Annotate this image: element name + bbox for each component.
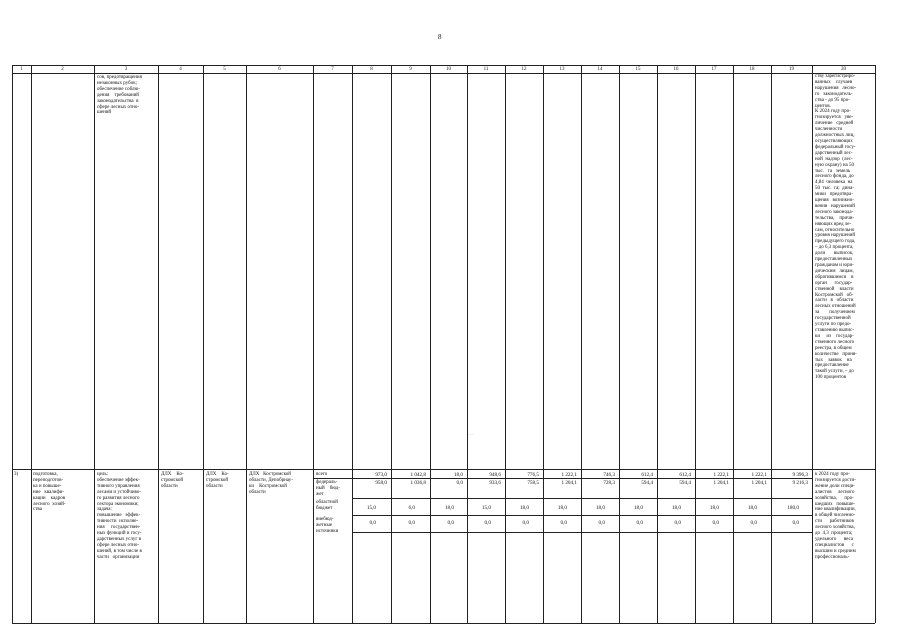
table-bottom-border <box>12 623 875 624</box>
column-header: 12 <box>521 67 527 72</box>
column-header: 8 <box>370 67 373 72</box>
value-cell: 1 204,1 <box>713 480 729 486</box>
col-border <box>313 65 314 623</box>
value-cell: 18,0 <box>444 505 454 511</box>
margin-mark: - - - <box>468 432 474 437</box>
value-cell: 18,0 <box>557 505 567 511</box>
col-border <box>467 65 468 623</box>
value-cell: 1 222,1 <box>751 472 767 478</box>
column-header: 16 <box>673 67 679 72</box>
column-header: 13 <box>559 67 565 72</box>
column-header: 19 <box>789 67 794 72</box>
value-cell: 18,0 <box>519 505 529 511</box>
col-border <box>619 65 620 623</box>
column-header: 1 <box>20 67 23 72</box>
value-cell: 0,0 <box>636 520 643 526</box>
col-border <box>695 65 696 623</box>
value-cell: 594,4 <box>679 480 691 486</box>
subrow-separator <box>313 478 812 479</box>
value-cell: 0,0 <box>598 520 605 526</box>
value-cell: 0,0 <box>522 520 529 526</box>
measure-name: подготовка, переподготов- ка и повыше- ние квалифи- кации кадров лесного хозяй- ства <box>33 472 66 513</box>
col-border <box>391 65 392 623</box>
value-cell: 0,0 <box>484 520 491 526</box>
value-cell: 612,4 <box>679 472 691 478</box>
value-cell: 746,3 <box>603 472 615 478</box>
value-cell: 758,5 <box>527 480 539 486</box>
source-label: федераль- ный бюд- жет <box>316 480 340 497</box>
column-header: 10 <box>446 67 451 72</box>
source-label: внебюд- жетные источники <box>316 517 339 534</box>
column-header: 3 <box>124 67 128 72</box>
value-cell: 0,0 <box>447 520 454 526</box>
col-border <box>581 65 582 623</box>
value-cell: 1 222,1 <box>713 472 729 478</box>
col-border <box>543 65 544 623</box>
value-cell: 776,5 <box>527 472 539 478</box>
value-cell: 948,6 <box>489 472 501 478</box>
value-cell: 0,0 <box>560 520 567 526</box>
column-header: 5 <box>223 67 226 72</box>
value-cell: 958,0 <box>375 480 387 486</box>
col-border <box>771 65 772 623</box>
value-cell: 973,0 <box>375 472 387 478</box>
value-cell: 594,4 <box>641 480 653 486</box>
value-cell: 1 042,8 <box>410 472 426 478</box>
row-separator <box>12 469 875 470</box>
column-header: 18 <box>749 67 755 72</box>
goal-text: цель: обеспечение эффек- тивного управления лесами и устойчиво- го развития лесного сектора экономики; задача: повышение эффек- тивности исполне- ния государствен- ных функций и госу- дарственных услуг в сфере лесных отно- шений, в том числе в части организации <box>97 472 142 560</box>
value-cell: 6,0 <box>408 505 415 511</box>
source-label: всего <box>316 472 328 477</box>
column-header: 9 <box>409 67 412 72</box>
value-cell: 9 396,3 <box>792 472 808 478</box>
col-border <box>94 65 95 623</box>
row-number: 3) <box>14 472 19 477</box>
value-cell: 0,0 <box>456 480 463 486</box>
page-number: 8 <box>438 33 442 41</box>
col-border <box>505 65 506 623</box>
value-cell: 0,0 <box>674 520 681 526</box>
subrow-separator <box>352 532 812 533</box>
column-header: 11 <box>483 67 489 72</box>
value-cell: 933,6 <box>489 480 501 486</box>
value-cell: 612,4 <box>641 472 653 478</box>
col-border <box>733 65 734 623</box>
column-header: 2 <box>61 67 64 72</box>
value-cell: 18,0 <box>453 472 463 478</box>
col-border <box>352 65 353 623</box>
col-border <box>246 65 247 623</box>
value-cell: 15,0 <box>481 505 491 511</box>
value-cell: 728,3 <box>603 480 615 486</box>
col-border <box>875 65 876 623</box>
col-border <box>31 65 32 623</box>
col-border <box>657 65 658 623</box>
column-header: 17 <box>711 67 717 72</box>
header-bottom-border <box>12 73 875 74</box>
value-cell: 0,0 <box>750 520 757 526</box>
column-header: 6 <box>278 67 281 72</box>
value-cell: 9 216,3 <box>792 480 808 486</box>
source-label: областной бюджет <box>316 500 338 511</box>
value-cell: 18,0 <box>633 505 643 511</box>
continued-result-text: ству зарегистриро- ванных случаев нарушения лесно- го законодатель- ства - до 95 про- центов. К 2024 году про- гнозируется уве- личение средней численности должностных лиц, осуществляющих федеральный госу- дарственный лес- ной надзор (лес- ную охрану) на 50 тыс. га земель лесного фонда, до 4,84 человека на 50 тыс. га; дина- мики предотвра- щения возникно- вения нарушений лесного законода- тельства, причи- няющих вред ле- сам, относительно уровня нарушений предыдущего года, – до 6,3 процента, доли выписок, предоставленных гражданам и юри- дическим лицам, обратившимся в орган государ- ственной власти Костромской об- ласти в области лесных отношений за получением государственной услуги по предо- ставлению выпис- ки из государ- ственного лесного реестра, в общем количестве приня- тых заявок на предоставление такой услуги, – до 100 процентов <box>815 74 857 381</box>
value-cell: 15,0 <box>366 505 376 511</box>
value-cell: 18,0 <box>595 505 605 511</box>
column-header: 4 <box>179 67 182 72</box>
responsible-executor: ДЛХ Ко- стромской области <box>161 472 184 489</box>
column-header: 7 <box>331 67 334 72</box>
col-border <box>812 65 813 623</box>
column-header: 14 <box>597 67 603 72</box>
value-cell: 0,0 <box>408 520 415 526</box>
value-cell: 1 036,8 <box>410 480 426 486</box>
value-cell: 1 204,1 <box>561 480 577 486</box>
col-border <box>430 65 431 623</box>
column-header: 15 <box>635 67 641 72</box>
value-cell: 0,0 <box>792 520 799 526</box>
value-cell: 18,0 <box>709 505 719 511</box>
value-cell: 0,0 <box>712 520 719 526</box>
col-border <box>203 65 204 623</box>
subrow-separator <box>352 498 812 499</box>
col-border <box>158 65 159 623</box>
value-cell: 18,0 <box>671 505 681 511</box>
participants: ДЛХ Костромской области, Депобрнау- ки Костромской области <box>249 472 293 495</box>
continued-goal-text: сов, предотвращения незаконных рубок; обеспечение соблю- дения требований законодательства в сфере лесных отно- шений <box>97 75 142 116</box>
value-cell: 180,0 <box>787 505 799 511</box>
col-border <box>12 65 13 623</box>
subrow-separator <box>352 515 812 516</box>
expected-result-text: к 2024 году про- гнозируется дости- жение доли специ- алистов лесного хозяйства, про- шедших повыше- ние квалификации, в общей численно- сти работников лесного хозяйства, до 4,3 процента; удельного веса специалистов с высшим и средним профессиональ- <box>815 472 856 560</box>
value-cell: 1 204,1 <box>751 480 767 486</box>
value-cell: 18,0 <box>747 505 757 511</box>
coordinator: ДЛХ Ко- стромской области <box>206 472 229 489</box>
value-cell: 1 222,1 <box>561 472 577 478</box>
value-cell: 0,0 <box>369 520 376 526</box>
column-header: 20 <box>841 67 846 72</box>
